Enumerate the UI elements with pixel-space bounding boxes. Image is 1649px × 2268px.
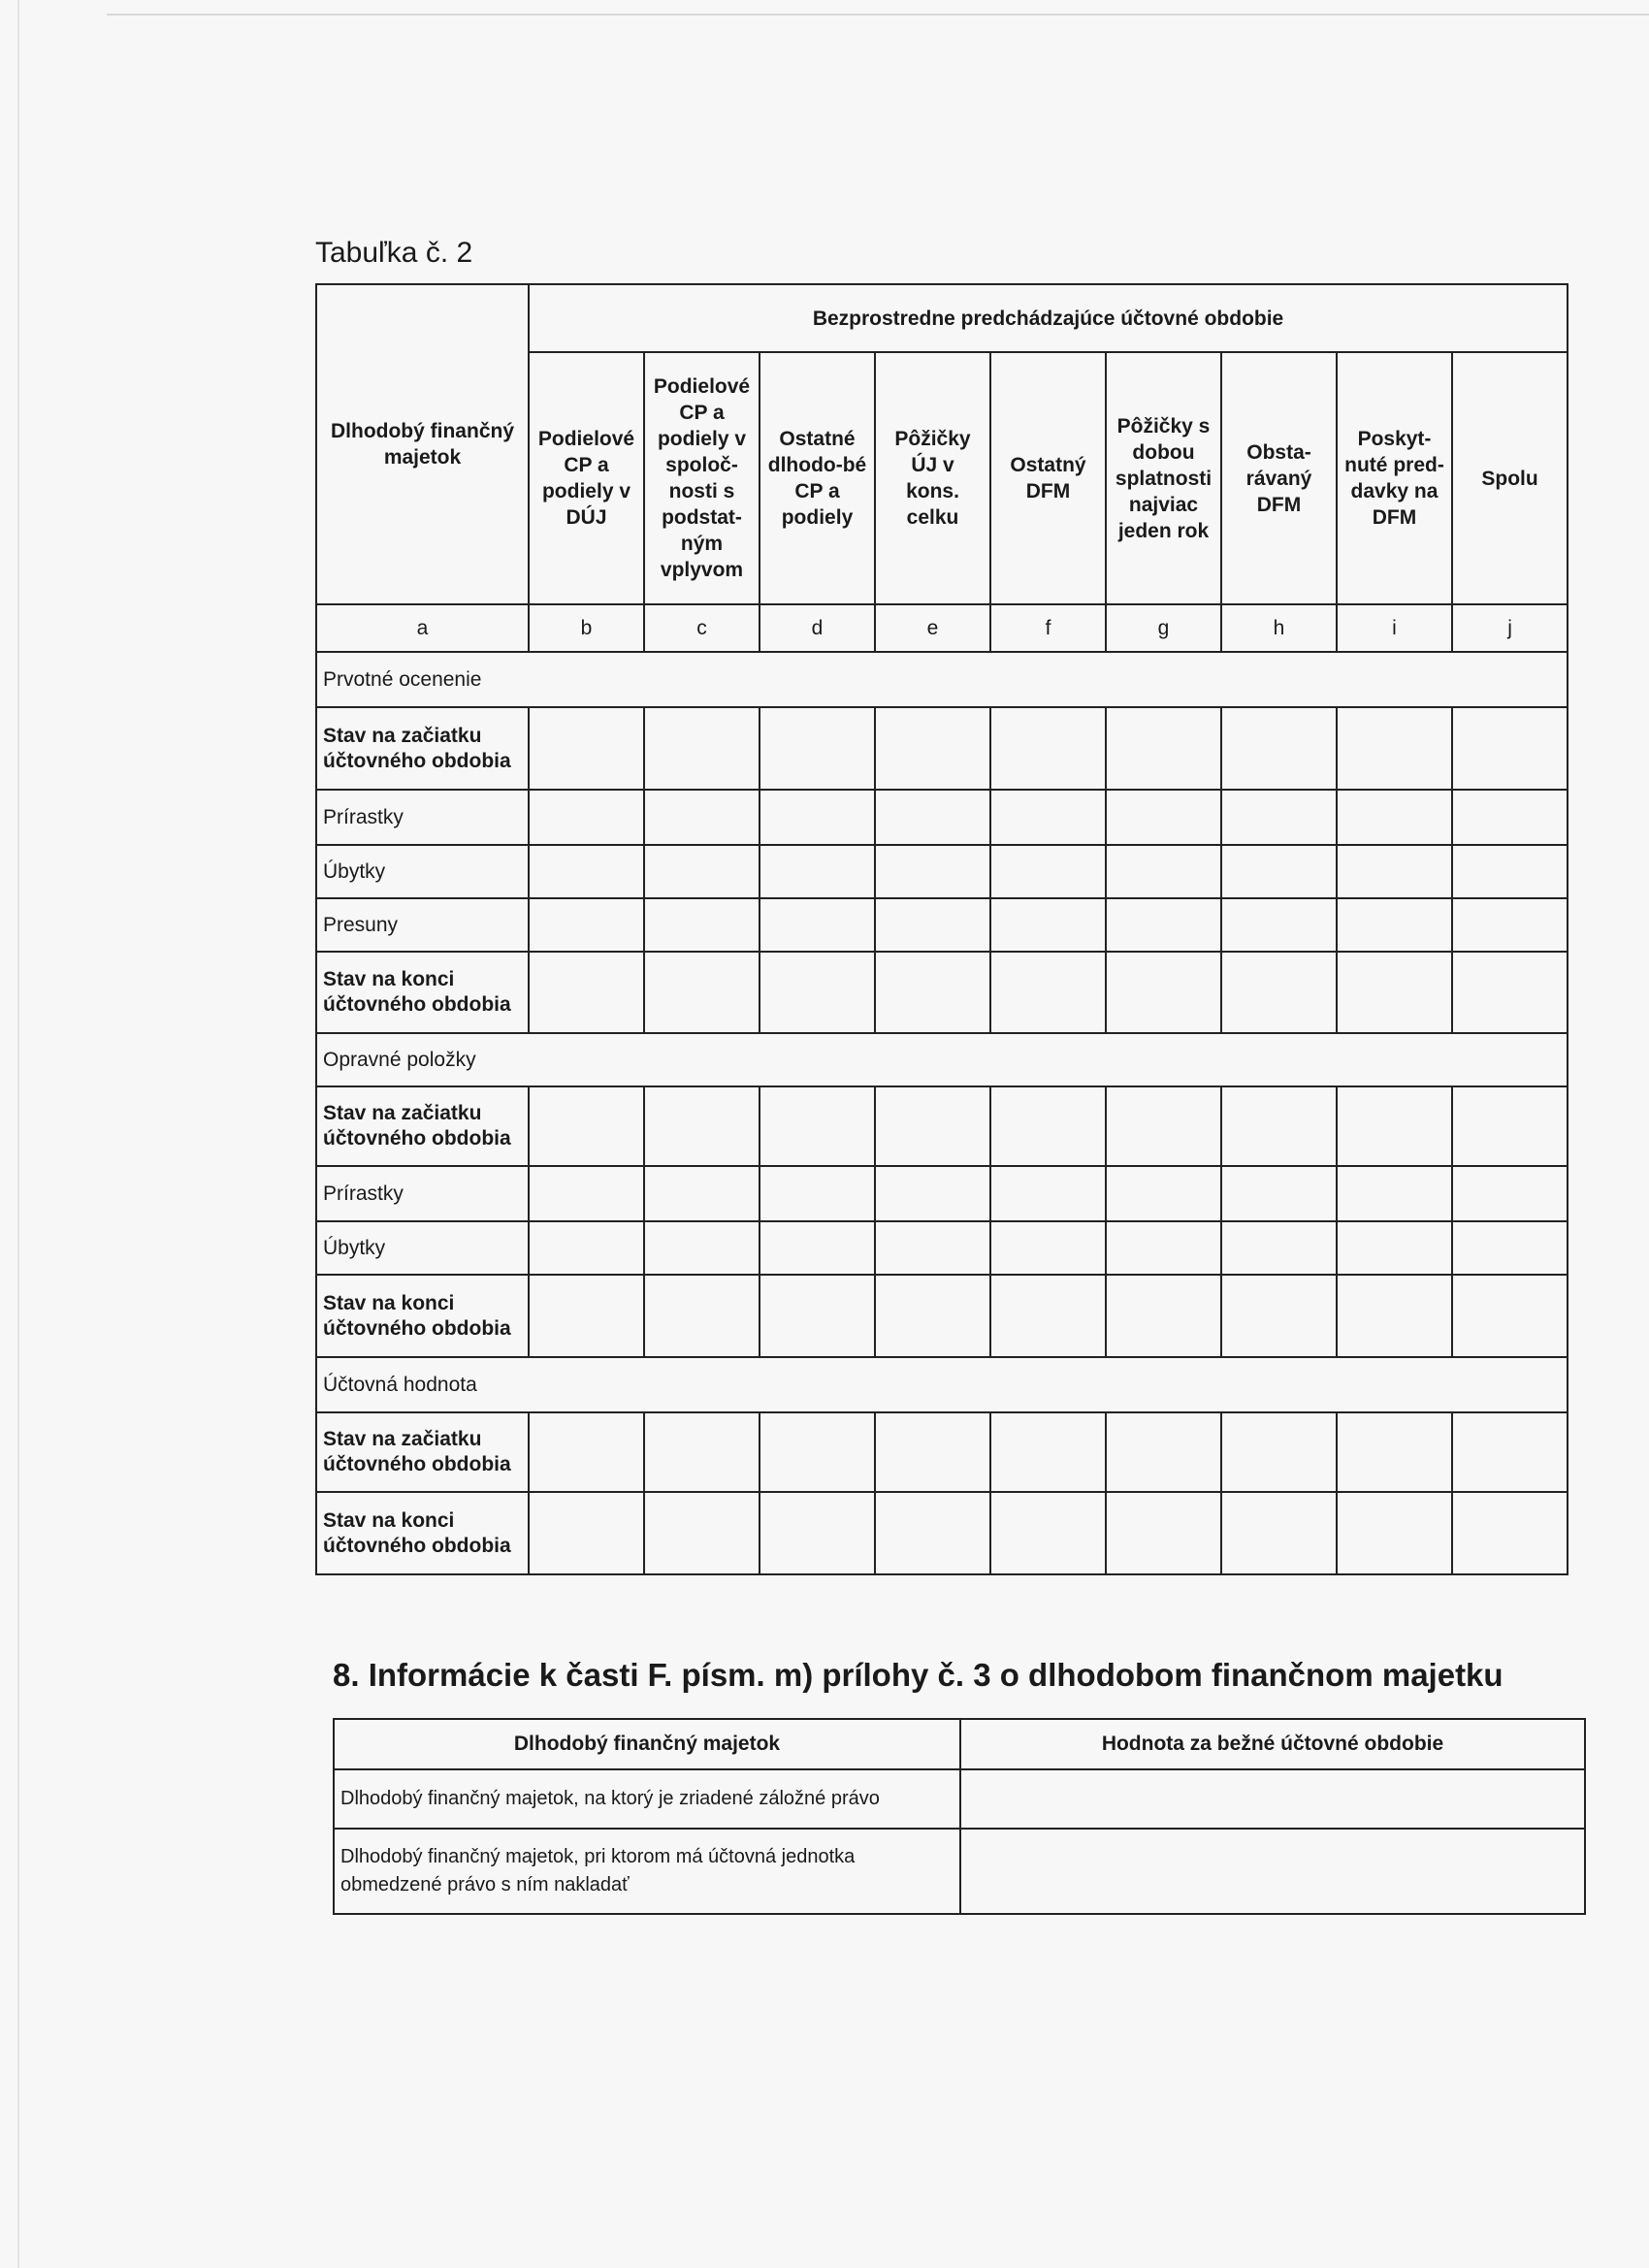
value-cell [1452,845,1568,898]
value-cell [644,898,760,952]
value-cell [644,1412,760,1492]
value-cell [529,952,644,1033]
value-cell [990,1492,1106,1574]
value-cell [760,1412,875,1492]
value-cell [1106,1166,1221,1221]
row-label: Stav na konci účtovného obdobia [316,952,529,1033]
value-cell [990,845,1106,898]
value-cell [1337,952,1452,1033]
column-header: Pôžičky ÚJ v kons. celku [875,352,990,604]
value-cell [529,1221,644,1275]
value-cell [529,707,644,790]
value-cell [529,1492,644,1574]
column-letter: d [760,604,875,652]
value-cell [760,952,875,1033]
value-cell [1452,707,1568,790]
table-row [316,1221,1568,1275]
value-cell [1452,1166,1568,1221]
row-label: Stav na začiatku účtovného obdobia [316,707,529,790]
table-row [316,845,1568,898]
value-cell [1106,707,1221,790]
value-cell [990,1412,1106,1492]
value-cell [875,845,990,898]
value-cell [1452,790,1568,845]
value-cell [644,1086,760,1166]
column-header: Ostatný DFM [990,352,1106,604]
value-cell [875,1086,990,1166]
value-cell [760,898,875,952]
value-cell [1106,952,1221,1033]
table-row [316,790,1568,845]
value-cell [644,707,760,790]
value-cell [644,1221,760,1275]
value-cell [644,952,760,1033]
group-header: Bezprostredne predchádzajúce účtovné obdobie [529,284,1568,352]
value-cell [1452,1086,1568,1166]
value-cell [875,1275,990,1357]
row-label: Stav na konci účtovného obdobia [316,1492,529,1574]
table-row [316,1492,1568,1574]
column-header: Pôžičky s dobou splatnosti najviac jeden rok [1106,352,1221,604]
row-label: Presuny [316,898,529,952]
value-cell [1452,1221,1568,1275]
value-cell [760,790,875,845]
column-header: Poskyt-nuté pred-davky na DFM [1337,352,1452,604]
value-cell [1337,1275,1452,1357]
value-cell [1221,898,1337,952]
column-letter: a [316,604,529,652]
value-cell [760,1086,875,1166]
value-cell [760,707,875,790]
value-cell [529,845,644,898]
value-cell [875,1412,990,1492]
pledged-dfm-table [333,1718,1586,1915]
row-label: Prírastky [316,790,529,845]
table-title: Tabuľka č. 2 [315,237,473,269]
value-cell [1106,1086,1221,1166]
value-cell [990,707,1106,790]
value-cell [1221,1166,1337,1221]
value-cell [644,1275,760,1357]
value-cell [1337,1221,1452,1275]
row-label: Dlhodobý finančný majetok, pri ktorom má účtovná jednotka obmedzené právo s ním nakladať [334,1829,960,1914]
table-row [316,1166,1568,1221]
page-edge [107,14,1649,16]
value-cell [529,1166,644,1221]
value-cell [1106,845,1221,898]
value-cell [1337,898,1452,952]
column-header: Obsta-rávaný DFM [1221,352,1337,604]
value-cell [875,707,990,790]
table-row [316,707,1568,790]
value-cell [1106,1492,1221,1574]
value-cell [644,1166,760,1221]
row-label: Dlhodobý finančný majetok, na ktorý je zriadené záložné právo [334,1769,960,1829]
value-cell [760,1221,875,1275]
value-cell [1221,790,1337,845]
value-cell [875,1166,990,1221]
value-cell [1452,1412,1568,1492]
value-cell [960,1829,1585,1914]
value-cell [1106,1412,1221,1492]
value-cell [990,1221,1106,1275]
table-row [316,952,1568,1033]
value-cell [1106,898,1221,952]
table-row [316,1412,1568,1492]
value-cell [1106,790,1221,845]
value-cell [960,1769,1585,1829]
dfm-movement-table [315,283,1568,1575]
col-header-dfm: Dlhodobý finančný majetok [334,1719,960,1769]
value-cell [990,1086,1106,1166]
value-cell [875,1221,990,1275]
value-cell [990,1275,1106,1357]
column-letter: g [1106,604,1221,652]
row-label: Účtovná hodnota [316,1357,1568,1412]
value-cell [1221,707,1337,790]
value-cell [644,845,760,898]
row-label: Opravné položky [316,1033,1568,1086]
value-cell [529,1086,644,1166]
value-cell [1221,1492,1337,1574]
value-cell [644,790,760,845]
section-8-heading: 8. Informácie k časti F. písm. m) prílohy č. 3 o dlhodobom finančnom majetku [333,1657,1504,1693]
section-row [316,1033,1568,1086]
column-letter: h [1221,604,1337,652]
value-cell [1221,1221,1337,1275]
page-edge-left [17,0,19,2268]
col-header-value: Hodnota za bežné účtovné obdobie [960,1719,1585,1769]
row-label: Stav na začiatku účtovného obdobia [316,1412,529,1492]
column-header: Podielové CP a podiely v spoloč-nosti s podstat-ným vplyvom [644,352,760,604]
value-cell [1337,1086,1452,1166]
value-cell [1221,1086,1337,1166]
value-cell [1452,1492,1568,1574]
value-cell [1337,790,1452,845]
value-cell [990,790,1106,845]
row-label: Stav na konci účtovného obdobia [316,1275,529,1357]
value-cell [875,952,990,1033]
value-cell [1452,952,1568,1033]
column-letter: i [1337,604,1452,652]
value-cell [1452,1275,1568,1357]
value-cell [875,1492,990,1574]
value-cell [875,898,990,952]
value-cell [529,898,644,952]
column-header: Spolu [1452,352,1568,604]
value-cell [1337,845,1452,898]
table-row [316,1275,1568,1357]
value-cell [1106,1275,1221,1357]
table-row [316,1086,1568,1166]
value-cell [529,1275,644,1357]
value-cell [529,1412,644,1492]
row-header: Dlhodobý finančný majetok [316,284,529,604]
row-label: Prvotné ocenenie [316,652,1568,707]
row-label: Stav na začiatku účtovného obdobia [316,1086,529,1166]
value-cell [875,790,990,845]
value-cell [1337,1412,1452,1492]
column-letter: f [990,604,1106,652]
section-row [316,652,1568,707]
value-cell [1337,707,1452,790]
value-cell [644,1492,760,1574]
value-cell [1337,1166,1452,1221]
value-cell [760,1166,875,1221]
value-cell [760,845,875,898]
value-cell [1221,845,1337,898]
value-cell [1452,898,1568,952]
value-cell [990,1166,1106,1221]
value-cell [760,1492,875,1574]
value-cell [1106,1221,1221,1275]
column-header: Ostatné dlhodo-bé CP a podiely [760,352,875,604]
value-cell [1221,1275,1337,1357]
value-cell [990,898,1106,952]
value-cell [1221,1412,1337,1492]
value-cell [990,952,1106,1033]
value-cell [760,1275,875,1357]
table-row [316,898,1568,952]
value-cell [529,790,644,845]
section-row [316,1357,1568,1412]
column-header: Podielové CP a podiely v DÚJ [529,352,644,604]
column-letter: e [875,604,990,652]
row-label: Prírastky [316,1166,529,1221]
value-cell [1337,1492,1452,1574]
column-letter: c [644,604,760,652]
column-letter: j [1452,604,1568,652]
row-label: Úbytky [316,845,529,898]
value-cell [1221,952,1337,1033]
column-letter: b [529,604,644,652]
row-label: Úbytky [316,1221,529,1275]
